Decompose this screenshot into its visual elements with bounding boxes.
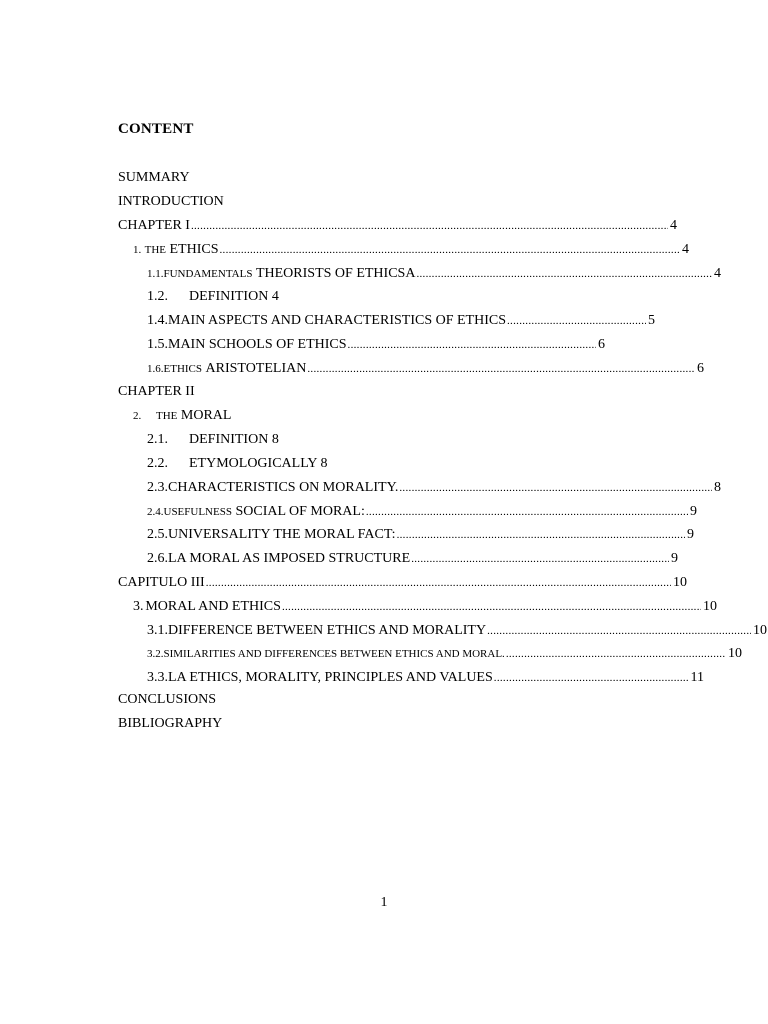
toc-entry-1[interactable] bbox=[133, 241, 689, 259]
toc-entry-2-2[interactable] bbox=[147, 455, 327, 473]
toc-entry-page: 6 bbox=[598, 337, 605, 352]
toc-entry-1-4[interactable] bbox=[147, 312, 655, 330]
toc-entry-chapter-2[interactable] bbox=[118, 383, 195, 401]
toc-entry-number: 1.2. bbox=[147, 289, 168, 304]
toc-entry-1-5[interactable] bbox=[147, 336, 605, 354]
dot-leader bbox=[206, 574, 671, 592]
toc-entry-title: SUMMARY bbox=[118, 170, 190, 185]
dot-leader bbox=[487, 622, 751, 640]
toc-entry-title: BIBLIOGRAPHY bbox=[118, 716, 223, 731]
dot-leader bbox=[220, 241, 681, 259]
toc-entry-number: 2.6. bbox=[147, 551, 168, 566]
page-title: CONTENT bbox=[118, 121, 194, 137]
toc-entry-title: DIFFERENCE BETWEEN ETHICS AND MORALITY bbox=[168, 623, 487, 638]
toc-entry-prefix: FUNDAMENTALS bbox=[163, 268, 253, 280]
toc-entry-title: DEFINITION 4 bbox=[189, 289, 279, 304]
toc-entry-title: ETHICS bbox=[169, 242, 219, 257]
toc-entry-title: UNIVERSALITY THE MORAL FACT: bbox=[168, 527, 396, 542]
dot-leader bbox=[399, 479, 712, 497]
dot-leader bbox=[366, 503, 688, 521]
toc-entry-number: 2.4. bbox=[147, 506, 164, 518]
toc-entry-title: SIMILARITIES AND DIFFERENCES BETWEEN ETHICS AND MORAL. bbox=[163, 648, 505, 660]
toc-entry-page: 9 bbox=[671, 551, 678, 566]
toc-entry-page: 11 bbox=[690, 670, 704, 685]
toc-entry-page: 4 bbox=[682, 242, 689, 257]
dot-leader bbox=[494, 669, 689, 687]
toc-entry-title: INTRODUCTION bbox=[118, 194, 224, 209]
toc-entry-page: 10 bbox=[673, 575, 687, 590]
toc-entry-conclusions[interactable] bbox=[118, 691, 216, 709]
toc-entry-number: 2.3. bbox=[147, 480, 168, 495]
toc-entry-number: 1.5. bbox=[147, 337, 168, 352]
toc-entry-title: MAIN ASPECTS AND CHARACTERISTICS OF ETHICS bbox=[168, 313, 506, 328]
toc-entry-introduction[interactable] bbox=[118, 193, 224, 211]
toc-entry-3-1[interactable] bbox=[147, 622, 767, 640]
toc-entry-number: 3. bbox=[133, 599, 144, 614]
dot-leader bbox=[411, 550, 669, 568]
toc-entry-2-4[interactable] bbox=[147, 503, 697, 521]
toc-entry-number: 2. bbox=[133, 410, 142, 422]
toc-entry-number: 2.2. bbox=[147, 456, 168, 471]
dot-leader bbox=[348, 336, 596, 354]
toc-entry-1-2[interactable] bbox=[147, 288, 279, 306]
toc-entry-number: 3.1. bbox=[147, 623, 168, 638]
toc-entry-number: 3.3. bbox=[147, 670, 168, 685]
toc-entry-2[interactable] bbox=[133, 407, 231, 425]
dot-leader bbox=[191, 217, 668, 235]
toc-entry-3-2[interactable] bbox=[147, 645, 742, 663]
toc-entry-page: 4 bbox=[670, 218, 677, 233]
toc-entry-title: CHAPTER I bbox=[118, 218, 190, 233]
toc-entry-title: SOCIAL OF MORAL: bbox=[235, 504, 365, 519]
toc-entry-number: 2.5. bbox=[147, 527, 168, 542]
toc-entry-title: LA MORAL AS IMPOSED STRUCTURE bbox=[168, 551, 411, 566]
toc-entry-3[interactable] bbox=[133, 598, 717, 616]
toc-entry-title: CONCLUSIONS bbox=[118, 692, 217, 707]
toc-entry-page: 10 bbox=[703, 599, 717, 614]
toc-entry-title: MAIN SCHOOLS OF ETHICS bbox=[168, 337, 347, 352]
dot-leader bbox=[506, 645, 726, 663]
toc-entry-title: LA ETHICS, MORALITY, PRINCIPLES AND VALUES bbox=[168, 670, 493, 685]
toc-entry-number: 1.6. bbox=[147, 363, 164, 375]
toc-entry-prefix: ETHICS bbox=[163, 363, 202, 375]
toc-entry-title: CHARACTERISTICS ON MORALITY. bbox=[168, 480, 399, 495]
page-number: 1 bbox=[380, 895, 388, 910]
toc-entry-prefix: THE bbox=[144, 244, 166, 256]
toc-entry-number: 1.1. bbox=[147, 268, 164, 280]
toc-entry-title: MORAL AND ETHICS bbox=[145, 599, 281, 614]
toc-entry-1-6[interactable] bbox=[147, 360, 704, 378]
toc-entry-2-6[interactable] bbox=[147, 550, 678, 568]
toc-entry-title: CAPITULO III bbox=[118, 575, 205, 590]
toc-entry-page: 9 bbox=[690, 504, 697, 519]
toc-entry-chapter-3[interactable] bbox=[118, 574, 687, 592]
toc-entry-number: 3.2. bbox=[147, 648, 164, 660]
toc-entry-page: 5 bbox=[648, 313, 655, 328]
toc-entry-title: THEORISTS OF ETHICSA bbox=[255, 266, 416, 281]
toc-entry-page: 8 bbox=[714, 480, 721, 495]
toc-entry-prefix: THE bbox=[156, 410, 178, 422]
dot-leader bbox=[307, 360, 695, 378]
toc-entry-page: 4 bbox=[714, 266, 721, 281]
toc-entry-2-5[interactable] bbox=[147, 526, 694, 544]
toc-entry-title: ARISTOTELIAN bbox=[205, 361, 307, 376]
toc-entry-number: 1. bbox=[133, 244, 142, 256]
toc-entry-page: 6 bbox=[697, 361, 704, 376]
toc-entry-chapter-1[interactable] bbox=[118, 217, 677, 235]
toc-entry-title: DEFINITION 8 bbox=[189, 432, 279, 447]
toc-entry-1-1[interactable] bbox=[147, 265, 721, 283]
toc-entry-bibliography[interactable] bbox=[118, 715, 222, 733]
toc-entry-2-3[interactable] bbox=[147, 479, 721, 497]
toc-entry-number: 1.4. bbox=[147, 313, 168, 328]
toc-entry-summary[interactable] bbox=[118, 169, 190, 187]
dot-leader bbox=[397, 526, 685, 544]
toc-entry-number: 2.1. bbox=[147, 432, 168, 447]
dot-leader bbox=[282, 598, 701, 616]
toc-entry-prefix: USEFULNESS bbox=[163, 506, 232, 518]
toc-entry-title: MORAL bbox=[180, 408, 232, 423]
toc-entry-page: 10 bbox=[728, 646, 742, 661]
toc-entry-title: CHAPTER II bbox=[118, 384, 195, 399]
toc-entry-page: 9 bbox=[687, 527, 694, 542]
toc-entry-title: ETYMOLOGICALLY 8 bbox=[189, 456, 328, 471]
dot-leader bbox=[416, 265, 712, 283]
toc-entry-3-3[interactable] bbox=[147, 669, 704, 687]
dot-leader bbox=[507, 312, 646, 330]
toc-entry-2-1[interactable] bbox=[147, 431, 279, 449]
toc-entry-page: 10 bbox=[753, 623, 767, 638]
